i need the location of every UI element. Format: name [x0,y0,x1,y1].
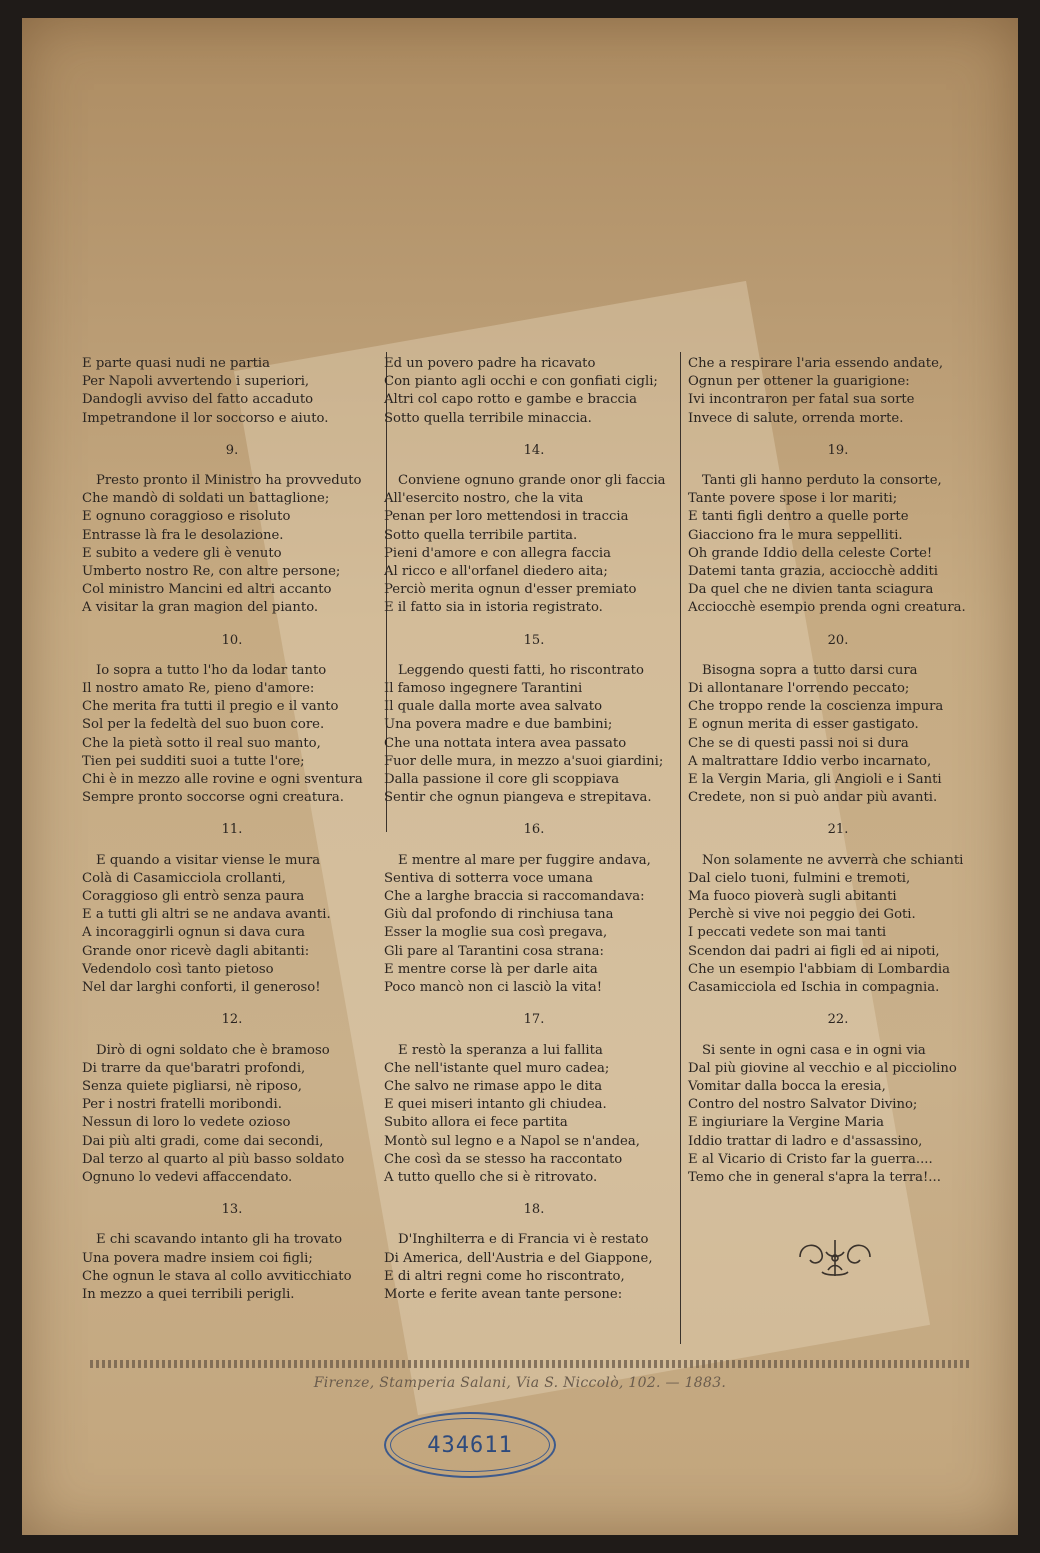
verse-line: Che mandò di soldati un battaglione; [82,491,330,507]
verse-line: I peccati vedete son mai tanti [688,925,887,941]
verse-line: Che un esempio l'abbiam di Lombardia [688,961,950,977]
verse-line: Vomitar dalla bocca la eresia, [688,1078,886,1094]
stanza-number: 14. [523,442,545,458]
verse-line: Giacciono fra le mura seppelliti. [688,527,903,543]
verse-line: Il nostro amato Re, pieno d'amore: [82,681,315,697]
verse-line: Dal cielo tuoni, fulmini e tremoti, [688,870,911,886]
verse-line: Invece di salute, orrenda morte. [688,410,904,426]
verse-line: Perchè si vive noi peggio dei Goti. [688,907,916,923]
verse-line: A maltrattare Iddio verbo incarnato, [688,753,932,769]
verse-line: Sentir che ognun piangeva e strepitava. [384,790,652,806]
verse-line: Una povera madre e due bambini; [384,717,613,733]
verse-line: Perciò merita ognun d'esser premiato [384,582,637,598]
verse-line: Si sente in ogni casa e in ogni via [702,1042,926,1058]
stanza-11 [82,852,382,998]
verse-line: Bisogna sopra a tutto darsi cura [702,662,918,678]
verse-line: Leggendo questi fatti, ho riscontrato [398,662,644,678]
verse-line: E ingiuriare la Vergine Maria [688,1115,884,1131]
verse-line: Ed un povero padre ha ricavato [384,356,596,371]
verse-line: D'Inghilterra e di Francia vi è restato [398,1232,649,1248]
verse-line: Che troppo rende la coscienza impura [688,699,944,715]
verse-line: Sentiva di sotterra voce umana [384,870,593,886]
verse-line: In mezzo a quei terribili perigli. [82,1286,295,1302]
verse-line: Di allontanare l'orrendo peccato; [688,681,910,697]
verse-line: Fuor delle mura, in mezzo a'suoi giardini; [384,753,664,769]
printer-imprint: Firenze, Stamperia Salani, Via S. Niccolò, 102. — 1883. [313,1375,727,1391]
verse-line: Scendon dai padri ai figli ed ai nipoti, [688,943,940,959]
stanza-number: 22. [827,1012,849,1028]
verse-line: Al ricco e all'orfanel diedero aita; [384,564,608,580]
verse-line: E subito a vedere gli è venuto [82,545,282,561]
verse-line: Subito allora ei fece partita [384,1115,568,1131]
stanza-14 [384,472,684,618]
verse-line: Conviene ognuno grande onor gli faccia [398,473,666,489]
stanza-number: 17. [523,1012,545,1028]
verse-line: Che salvo ne rimase appo le dita [384,1078,603,1094]
verse-line: Sol per la fedeltà del suo buon core. [82,717,325,733]
verse-line: Col ministro Mancini ed altri accanto [82,582,332,598]
stanza-17 [384,1042,684,1188]
stanza-13 [82,1231,382,1304]
verse-line: Pieni d'amore e con allegra faccia [384,545,611,561]
verse-line: Umberto nostro Re, con altre persone; [82,564,341,580]
stanza-number: 9. [225,442,239,458]
verse-line: Dandogli avviso del fatto accaduto [82,392,314,408]
verse-line: E tanti figli dentro a quelle porte [688,509,909,525]
verse-line: E mentre al mare per fuggire andava, [398,852,651,868]
verse-line: Dalla passione il core gli scoppiava [384,772,620,788]
verse-line: A visitar la gran magion del pianto. [82,600,319,616]
verse-line: Vedendolo così tanto pietoso [82,961,274,977]
verse-line: Casamicciola ed Ischia in compagnia. [688,980,940,996]
verse-line: Il quale dalla morte avea salvato [384,699,603,715]
verse-line: Oh grande Iddio della celeste Corte! [688,545,933,561]
verse-line: Iddio trattar di ladro e d'assassino, [688,1133,923,1149]
verse-line: A incoraggirli ognun si dava cura [82,925,306,941]
verse-line: Ivi incontraron per fatal sua sorte [688,392,915,408]
verse-line: E ognun merita di esser gastigato. [688,717,919,733]
verse-line: Con pianto agli occhi e con gonfiati cigli; [384,374,658,390]
verse-line: Dirò di ogni soldato che è bramoso [96,1042,330,1058]
verse-line: Che merita fra tutti il pregio e il vanto [82,699,339,715]
stanza-number: 19. [827,442,849,458]
verse-line: Ma fuoco pioverà sugli abitanti [688,889,897,905]
verse-line: Datemi tanta grazia, acciocchè additi [688,564,939,580]
printed-sheet [22,18,1018,1535]
verse-line: Che a larghe braccia si raccomandava: [384,889,645,905]
verse-line: Coraggioso gli entrò senza paura [82,889,305,905]
verse-line: Chi è in mezzo alle rovine e ogni sventura [82,772,363,788]
stanza-18 [384,1231,684,1304]
verse-line: Tante povere spose i lor mariti; [688,491,898,507]
column-1 [82,355,382,1304]
stanza-number: 18. [523,1202,545,1218]
library-stamp [384,1412,556,1478]
decorative-rule [90,1360,970,1368]
stanza-number: 10. [221,632,243,648]
verse-line: Non solamente ne avverrà che schianti [702,852,964,868]
verse-line: Grande onor ricevè dagli abitanti: [82,943,310,959]
stanza-number: 15. [523,632,545,648]
verse-line: Dal più giovine al vecchio e al picciolino [688,1060,957,1076]
verse-line: Esser la moglie sua così pregava, [384,925,608,941]
verse-line: E di altri regni come ho riscontrato, [384,1268,625,1284]
verse-line: Ognuno lo vedevi affaccendato. [82,1169,293,1185]
verse-line: E quando a visitar viense le mura [96,852,321,868]
verse-line: Morte e ferite avean tante persone: [384,1286,623,1302]
verse-line: Di trarre da que'baratri profondi, [82,1060,306,1076]
verse-line: Gli pare al Tarantini cosa strana: [384,943,604,959]
stanza-16 [384,852,684,998]
verse-line: Poco mancò non ci lasciò la vita! [384,980,603,996]
verse-line: A tutto quello che si è ritrovato. [384,1169,598,1185]
stanza-intro [384,355,684,428]
verse-line: Ognun per ottener la guarigione: [688,374,910,390]
stanza-22 [688,1042,988,1188]
verse-line: Per Napoli avvertendo i superiori, [82,374,310,390]
verse-line: E restò la speranza a lui fallita [398,1042,603,1058]
verse-line: E parte quasi nudi ne partia [82,356,271,371]
verse-line: Entrasse là fra le desolazione. [82,527,284,543]
stamp-number: 434611 [427,1432,513,1458]
verse-line: E a tutti gli altri se ne andava avanti. [82,907,331,923]
verse-line: Sotto quella terribile partita. [384,527,578,543]
stanza-10 [82,662,382,808]
verse-line: Giù dal profondo di rinchiusa tana [384,907,614,923]
column-3 [688,355,988,1187]
stanza-21 [688,852,988,998]
verse-line: Altri col capo rotto e gambe e braccia [384,392,637,408]
verse-line: Temo che in general s'apra la terra!... [688,1169,941,1185]
verse-line: Che se di questi passi noi si dura [688,735,909,751]
stanza-12 [82,1042,382,1188]
verse-line: Io sopra a tutto l'ho da lodar tanto [96,662,327,678]
verse-line: E la Vergin Maria, gli Angioli e i Santi [688,772,942,788]
stanza-intro [82,355,382,428]
verse-line: Senza quiete pigliarsi, nè riposo, [82,1078,302,1094]
verse-line: Una povera madre insiem coi figli; [82,1250,313,1266]
stanza-15 [384,662,684,808]
verse-line: Il famoso ingegnere Tarantini [384,681,583,697]
floral-ornament-icon [790,1232,880,1282]
verse-line: Impetrandone il lor soccorso e aiuto. [82,410,329,426]
stanza-9 [82,472,382,618]
stanza-intro [688,355,988,428]
column-2 [384,355,684,1304]
verse-line: Di America, dell'Austria e del Giappone, [384,1250,653,1266]
verse-line: Che ognun le stava al collo avviticchiato [82,1268,352,1284]
verse-line: Sempre pronto soccorse ogni creatura. [82,790,344,806]
verse-line: Acciocchè esempio prenda ogni creatura. [688,600,966,616]
verse-line: Dai più alti gradi, come dai secondi, [82,1133,324,1149]
verse-line: Dal terzo al quarto al più basso soldato [82,1151,345,1167]
verse-line: E al Vicario di Cristo far la guerra.... [688,1151,933,1167]
verse-line: Che la pietà sotto il real suo manto, [82,735,321,751]
verse-line: Penan per loro mettendosi in traccia [384,509,629,525]
verse-line: Da quel che ne divien tanta sciagura [688,582,934,598]
verse-line: E mentre corse là per darle aita [384,961,598,977]
verse-line: Nessun di loro lo vedete ozioso [82,1115,291,1131]
verse-line: Che una nottata intera avea passato [384,735,627,751]
verse-line: Nel dar larghi conforti, il generoso! [82,980,321,996]
verse-line: Che nell'istante quel muro cadea; [384,1060,610,1076]
verse-line: Colà di Casamicciola crollanti, [82,870,286,886]
stanza-20 [688,662,988,808]
verse-line: E ognuno coraggioso e risoluto [82,509,291,525]
verse-line: E quei miseri intanto gli chiudea. [384,1097,607,1113]
verse-line: E chi scavando intanto gli ha trovato [96,1232,343,1248]
verse-line: Tanti gli hanno perduto la consorte, [702,473,942,489]
verse-line: Che così da se stesso ha raccontato [384,1151,623,1167]
stanza-number: 11. [221,822,243,838]
verse-line: Che a respirare l'aria essendo andate, [688,356,944,371]
verse-line: Sotto quella terribile minaccia. [384,410,592,426]
verse-line: Credete, non si può andar più avanti. [688,790,938,806]
verse-line: Montò sul legno e a Napol se n'andea, [384,1133,640,1149]
stanza-number: 16. [523,822,545,838]
stamp-inner-ring [390,1418,550,1472]
stanza-number: 20. [827,632,849,648]
verse-line: E il fatto sia in istoria registrato. [384,600,603,616]
verse-line: Per i nostri fratelli moribondi. [82,1097,282,1113]
stanza-number: 21. [827,822,849,838]
stanza-19 [688,472,988,618]
verse-line: Presto pronto il Ministro ha provveduto [96,473,362,489]
verse-line: Contro del nostro Salvator Divino; [688,1097,918,1113]
verse-line: All'esercito nostro, che la vita [384,491,584,507]
verse-line: Tien pei sudditi suoi a tutte l'ore; [82,753,305,769]
stanza-number: 13. [221,1202,243,1218]
stanza-number: 12. [221,1012,243,1028]
